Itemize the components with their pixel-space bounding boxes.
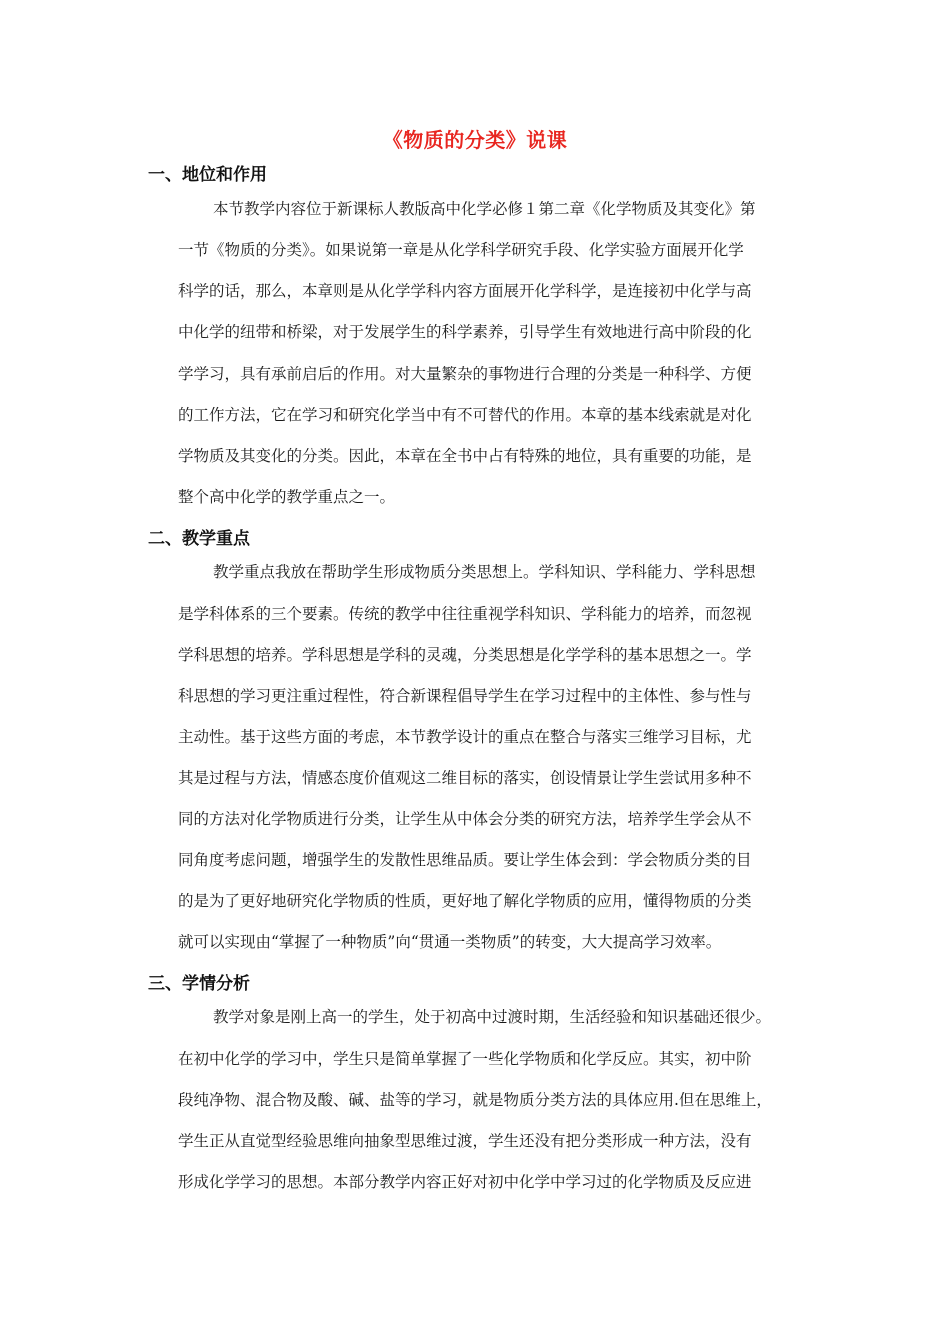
paragraph-line: 在初中化学的学习中，学生只是简单掌握了一些化学物质和化学反应。其实，初中阶 bbox=[178, 1050, 752, 1068]
paragraph-line: 形成化学学习的思想。本部分教学内容正好对初中化学中学习过的化学物质及反应进 bbox=[178, 1173, 752, 1191]
section-heading-teaching-focus: 二、教学重点 bbox=[148, 529, 250, 549]
paragraph-line: 是学科体系的三个要素。传统的教学中往往重视学科知识、学科能力的培养，而忽视 bbox=[178, 605, 752, 623]
paragraph-line: 整个高中化学的教学重点之一。 bbox=[178, 488, 396, 506]
paragraph-line: 教学重点我放在帮助学生形成物质分类思想上。学科知识、学科能力、学科思想 bbox=[213, 563, 756, 581]
paragraph-line: 科思想的学习更注重过程性，符合新课程倡导学生在学习过程中的主体性、参与性与 bbox=[178, 687, 752, 705]
paragraph-line: 学物质及其变化的分类。因此，本章在全书中占有特殊的地位，具有重要的功能，是 bbox=[178, 447, 752, 465]
paragraph-line: 教学对象是刚上高一的学生，处于初高中过渡时期，生活经验和知识基础还很少。 bbox=[213, 1008, 772, 1026]
section-heading-position-role: 一、地位和作用 bbox=[148, 165, 267, 185]
paragraph-line: 的工作方法，它在学习和研究化学当中有不可替代的作用。本章的基本线索就是对化 bbox=[178, 406, 752, 424]
paragraph-line: 主动性。基于这些方面的考虑，本节教学设计的重点在整合与落实三维学习目标，尤 bbox=[178, 728, 752, 746]
paragraph-line: 的是为了更好地研究化学物质的性质，更好地了解化学物质的应用，懂得物质的分类 bbox=[178, 892, 752, 910]
paragraph-line: 本节教学内容位于新课标人教版高中化学必修１第二章《化学物质及其变化》第 bbox=[213, 200, 756, 218]
paragraph-line: 一节《物质的分类》。如果说第一章是从化学科学研究手段、化学实验方面展开化学 bbox=[178, 241, 744, 259]
paragraph-line: 学学习，具有承前启后的作用。对大量繁杂的事物进行合理的分类是一种科学、方便 bbox=[178, 365, 752, 383]
paragraph-line: 同角度考虑问题，增强学生的发散性思维品质。要让学生体会到：学会物质分类的目 bbox=[178, 851, 752, 869]
paragraph-line: 段纯净物、混合物及酸、碱、盐等的学习，就是物质分类方法的具体应用.但在思维上， bbox=[178, 1091, 772, 1109]
section-heading-learner-analysis: 三、学情分析 bbox=[148, 974, 250, 994]
paragraph-line: 就可以实现由“掌握了一种物质”向“贯通一类物质”的转变，大大提高学习效率。 bbox=[178, 933, 722, 951]
paragraph-line: 科学的话，那么，本章则是从化学学科内容方面展开化学科学，是连接初中化学与高 bbox=[178, 282, 752, 300]
document-title: 《物质的分类》说课 bbox=[382, 128, 568, 152]
paragraph-line: 学科思想的培养。学科思想是学科的灵魂，分类思想是化学学科的基本思想之一。学 bbox=[178, 646, 752, 664]
paragraph-line: 中化学的纽带和桥梁，对于发展学生的科学素养，引导学生有效地进行高中阶段的化 bbox=[178, 323, 752, 341]
paragraph-line: 其是过程与方法，情感态度价值观这二维目标的落实，创设情景让学生尝试用多种不 bbox=[178, 769, 752, 787]
paragraph-line: 同的方法对化学物质进行分类，让学生从中体会分类的研究方法，培养学生学会从不 bbox=[178, 810, 752, 828]
paragraph-line: 学生正从直觉型经验思维向抽象型思维过渡，学生还没有把分类形成一种方法，没有 bbox=[178, 1132, 752, 1150]
